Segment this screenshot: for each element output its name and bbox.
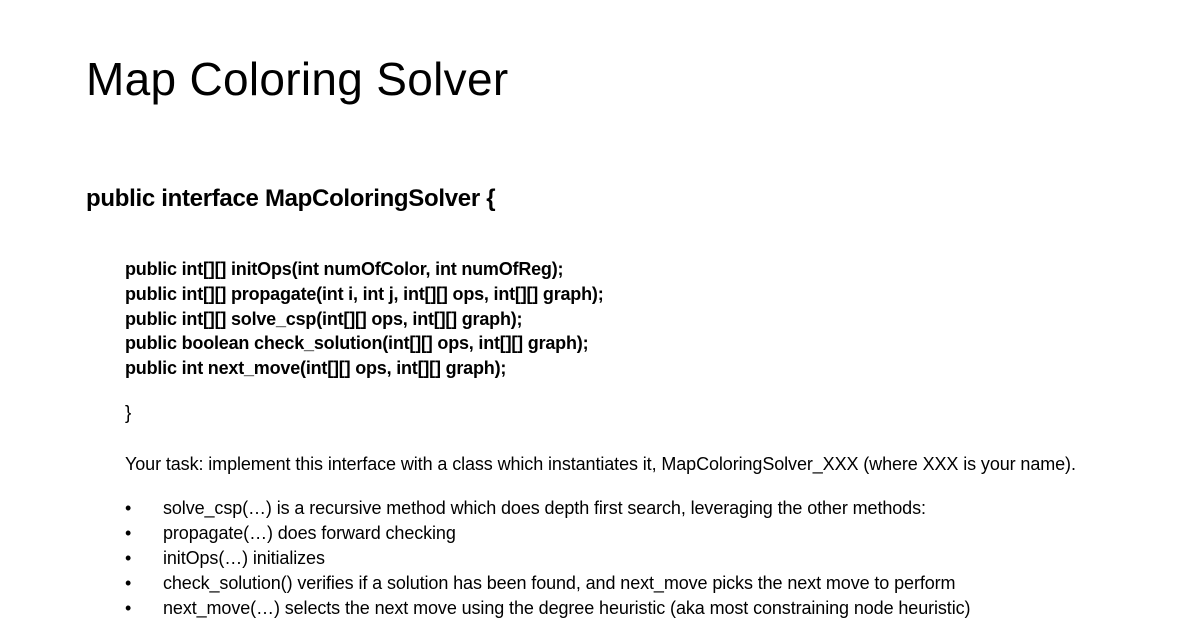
bullet-text: solve_csp(…) is a recursive method which does depth first search, leveraging the other methods: bbox=[163, 498, 926, 518]
slide-title: Map Coloring Solver bbox=[86, 53, 509, 105]
method-signature: public boolean check_solution(int[][] ops, int[][] graph); bbox=[125, 333, 589, 354]
bullet-item bbox=[125, 546, 970, 571]
bullet-text: propagate(…) does forward checking bbox=[163, 523, 456, 543]
bullet-item bbox=[125, 596, 970, 621]
method-signature: public int[][] propagate(int i, int j, int[][] ops, int[][] graph); bbox=[125, 283, 604, 304]
task-description: Your task: implement this interface with a class which instantiates it, MapColoringSolver_XXX (where XXX is your name). bbox=[125, 454, 1076, 474]
bullet-text: initOps(…) initializes bbox=[163, 548, 325, 568]
method-list bbox=[125, 257, 604, 381]
bullet-marker: • bbox=[125, 548, 132, 568]
bullet-text: check_solution() verifies if a solution has been found, and next_move picks the next move to perform bbox=[163, 573, 956, 593]
bullet-item bbox=[125, 496, 970, 521]
bullet-marker: • bbox=[125, 523, 132, 543]
bullet-item bbox=[125, 571, 970, 596]
bullet-marker: • bbox=[125, 573, 132, 593]
method-signature: public int[][] initOps(int numOfColor, int numOfReg); bbox=[125, 259, 564, 279]
method-signature: public int next_move(int[][] ops, int[][] graph); bbox=[125, 358, 507, 379]
bullet-marker: • bbox=[125, 598, 132, 618]
bullet-text: next_move(…) selects the next move using the degree heuristic (aka most constraining node heuristic) bbox=[163, 598, 971, 618]
bullet-item bbox=[125, 521, 970, 546]
closing-brace: } bbox=[125, 403, 132, 424]
bullet-marker: • bbox=[125, 498, 132, 518]
interface-declaration: public interface MapColoringSolver { bbox=[86, 185, 496, 212]
bullet-list bbox=[125, 496, 970, 621]
method-signature: public int[][] solve_csp(int[][] ops, int[][] graph); bbox=[125, 308, 523, 329]
